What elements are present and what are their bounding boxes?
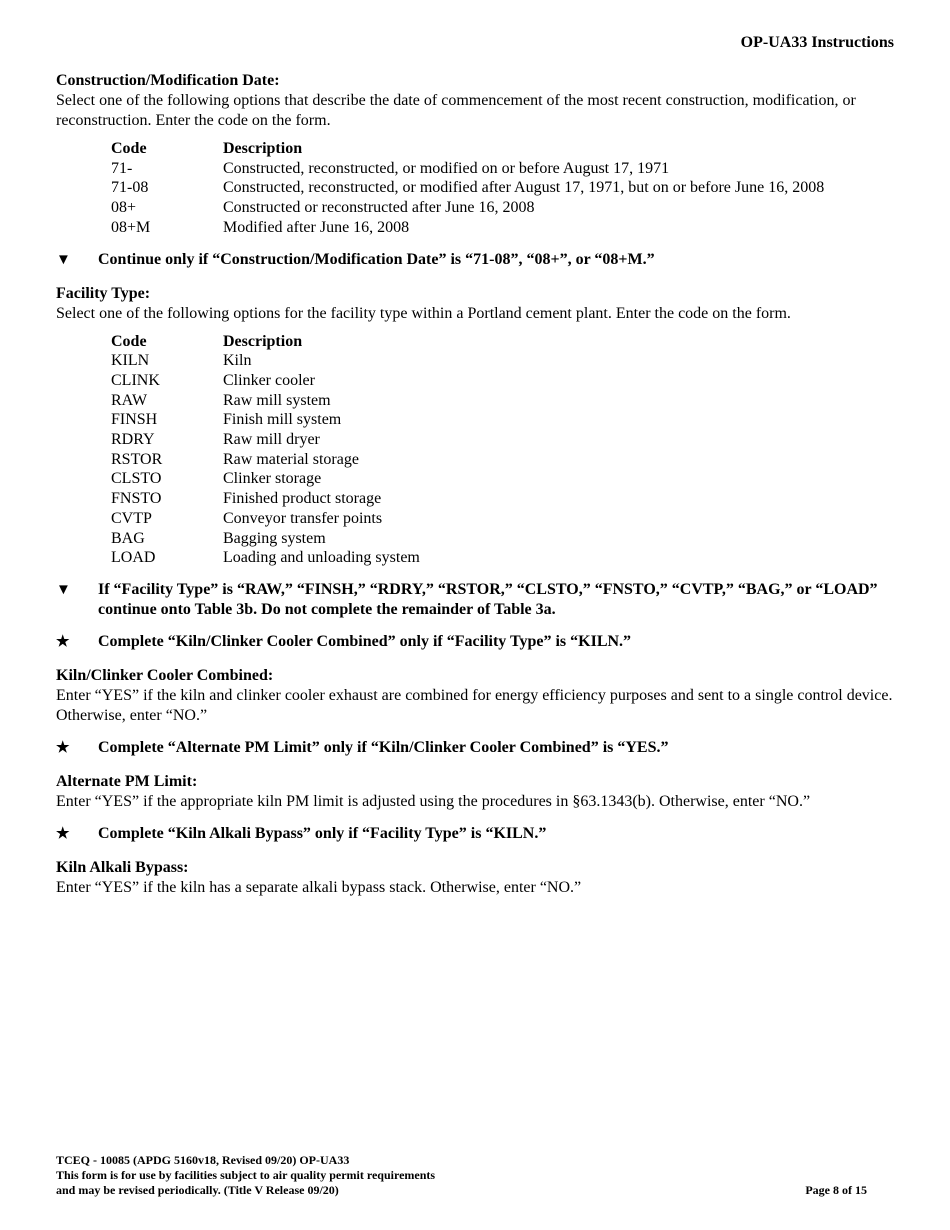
code-cell: 71-08 xyxy=(111,179,149,197)
code-cell: CLSTO xyxy=(111,470,162,488)
kiln-clinker-title: Kiln/Clinker Cooler Combined: xyxy=(56,666,274,684)
footer-line: TCEQ - 10085 (APDG 5160v18, Revised 09/20) OP-UA33 xyxy=(56,1153,350,1167)
table-row xyxy=(111,509,420,529)
description-cell: Conveyor transfer points xyxy=(223,509,383,527)
table-row xyxy=(111,430,420,450)
page-header-title: OP-UA33 Instructions xyxy=(740,34,894,51)
down-triangle-icon: ▼ xyxy=(56,581,71,598)
table-row xyxy=(111,371,420,391)
code-header: Code xyxy=(111,332,147,350)
alternate-pm-section xyxy=(56,772,896,844)
kiln-alkali-condition-note xyxy=(56,824,896,844)
code-cell: FINSH xyxy=(111,411,158,429)
code-cell: FNSTO xyxy=(111,490,162,508)
description-cell: Kiln xyxy=(223,352,252,370)
code-cell: LOAD xyxy=(111,549,156,567)
note-text: Continue only if “Construction/Modification Date” is “71-08”, “08+”, or “08+M.” xyxy=(98,250,655,268)
kiln-clinker-description: Enter “YES” if the kiln and clinker cooler exhaust are combined for energy efficiency purposes and sent to a single control device. Otherwise, enter “NO.” xyxy=(56,686,893,724)
table-row xyxy=(111,489,420,509)
code-cell: 08+M xyxy=(111,218,151,236)
alternate-pm-description: Enter “YES” if the appropriate kiln PM limit is adjusted using the procedures in §63.1343(b). Otherwise, enter “NO.” xyxy=(56,792,811,810)
table-row xyxy=(111,218,824,238)
footer-line: This form is for use by facilities subject to air quality permit requirements xyxy=(56,1168,436,1182)
construction-section xyxy=(56,71,896,270)
facility-section xyxy=(56,284,896,652)
kiln-alkali-description: Enter “YES” if the kiln has a separate alkali bypass stack. Otherwise, enter “NO.” xyxy=(56,878,582,896)
code-header: Code xyxy=(111,140,147,157)
note-text: Complete “Kiln/Clinker Cooler Combined” only if “Facility Type” is “KILN.” xyxy=(98,632,632,650)
code-cell: RAW xyxy=(111,391,148,409)
table-row xyxy=(111,548,420,568)
description-cell: Modified after June 16, 2008 xyxy=(223,218,410,236)
description-cell: Bagging system xyxy=(223,529,326,547)
note-text: Complete “Kiln Alkali Bypass” only if “Facility Type” is “KILN.” xyxy=(98,824,547,842)
footer-form-info xyxy=(56,1153,435,1198)
construction-title: Construction/Modification Date: xyxy=(56,72,280,89)
page-number: Page 8 of 15 xyxy=(805,1183,867,1197)
code-cell: 08+ xyxy=(111,199,137,217)
code-cell: 71- xyxy=(111,159,133,177)
construction-description: Select one of the following options that describe the date of commencement of the most recent construction, modification, or reconstruction. Enter the code on the form. xyxy=(56,92,856,129)
kiln-alkali-section xyxy=(56,858,896,898)
description-cell: Finished product storage xyxy=(223,490,382,508)
facility-continue-note xyxy=(56,580,896,620)
kiln-clinker-section xyxy=(56,666,896,758)
facility-title: Facility Type: xyxy=(56,284,151,302)
star-icon: ★ xyxy=(56,633,70,650)
description-header: Description xyxy=(223,332,303,350)
table-row xyxy=(111,469,420,489)
code-cell: BAG xyxy=(111,529,145,547)
table-row xyxy=(111,159,824,179)
code-cell: RSTOR xyxy=(111,450,163,468)
table-row xyxy=(111,529,420,549)
code-cell: CVTP xyxy=(111,509,152,527)
description-cell: Constructed or reconstructed after June 16, 2008 xyxy=(223,199,535,217)
table-row xyxy=(111,178,824,198)
table-row xyxy=(111,391,420,411)
description-cell: Constructed, reconstructed, or modified after August 17, 1971, but on or before June 16, 2008 xyxy=(223,179,825,197)
description-header: Description xyxy=(223,140,303,157)
description-cell: Finish mill system xyxy=(223,411,342,429)
construction-continue-note xyxy=(56,250,896,270)
description-cell: Raw mill dryer xyxy=(223,431,320,449)
table-row xyxy=(111,351,420,371)
description-cell: Clinker cooler xyxy=(223,371,315,389)
table-row xyxy=(111,410,420,430)
code-cell: CLINK xyxy=(111,371,160,389)
note-text: If “Facility Type” is “RAW,” “FINSH,” “RDRY,” “RSTOR,” “CLSTO,” “FNSTO,” “CVTP,” “BAG,” or “LOAD” continue onto Table 3b. Do not complete the remainder of Table 3a. xyxy=(98,580,878,618)
code-cell: RDRY xyxy=(111,431,155,449)
alternate-pm-condition-note xyxy=(56,738,896,758)
table-row xyxy=(111,450,420,470)
facility-code-table xyxy=(111,332,420,568)
description-cell: Clinker storage xyxy=(223,470,322,488)
alternate-pm-title: Alternate PM Limit: xyxy=(56,772,198,790)
footer-line: and may be revised periodically. (Title V Release 09/20) xyxy=(56,1183,339,1197)
kiln-alkali-title: Kiln Alkali Bypass: xyxy=(56,858,189,876)
description-cell: Constructed, reconstructed, or modified on or before August 17, 1971 xyxy=(223,159,670,177)
star-icon: ★ xyxy=(56,739,70,756)
star-icon: ★ xyxy=(56,825,70,842)
description-cell: Raw material storage xyxy=(223,450,359,468)
description-cell: Loading and unloading system xyxy=(223,549,420,567)
construction-code-table xyxy=(111,139,824,238)
kiln-clinker-condition-note xyxy=(56,632,896,652)
description-cell: Raw mill system xyxy=(223,391,331,409)
table-row xyxy=(111,198,824,218)
note-text: Complete “Alternate PM Limit” only if “Kiln/Clinker Cooler Combined” is “YES.” xyxy=(98,738,669,756)
down-triangle-icon: ▼ xyxy=(56,251,71,268)
document-content xyxy=(56,71,896,898)
code-cell: KILN xyxy=(111,352,150,370)
facility-description: Select one of the following options for the facility type within a Portland cement plant. Enter the code on the form. xyxy=(56,304,791,322)
